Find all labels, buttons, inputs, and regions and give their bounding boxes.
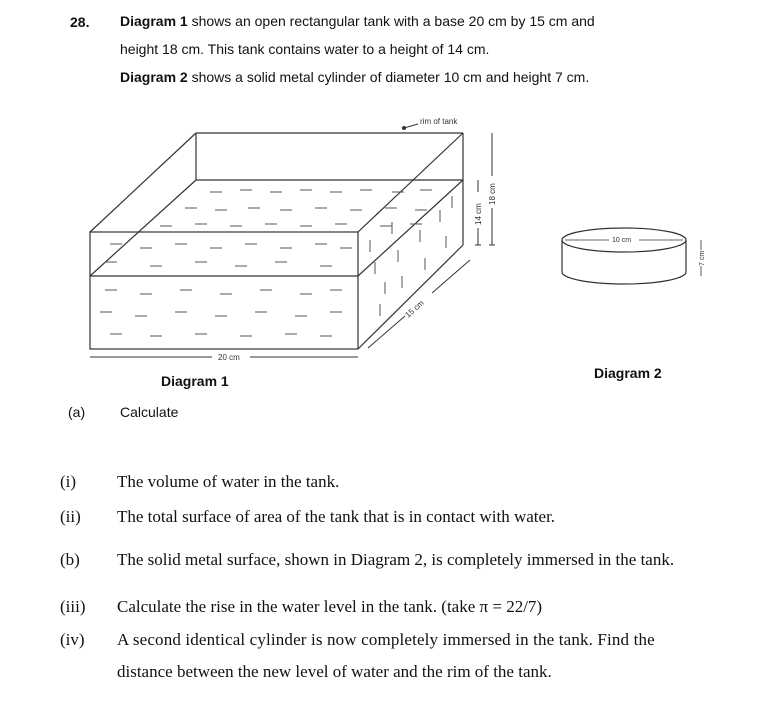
item-label-iii: (iii) [60,597,86,616]
tank-bottom-right-edge [358,245,463,349]
question-number: 28. [70,14,90,30]
water-surface-right-edge [358,180,463,276]
diagram-2-caption: Diagram 2 [594,365,662,381]
rim-label: rim of tank [420,117,458,126]
depth-label: 15 cm [403,298,426,320]
intro-bold-1: Diagram 1 [120,13,188,29]
water-height-label: 14 cm [474,203,483,225]
item-text-ii: The total surface of area of the tank that is in contact with water. [117,507,556,526]
intro-text-3: shows a solid metal cylinder of diameter 10 cm and height 7 cm. [187,69,590,85]
part-a-text: Calculate [120,404,179,420]
diagram-1-caption: Diagram 1 [161,373,229,389]
item-text-i: The volume of water in the tank. [117,472,340,491]
cylinder-bottom-arc [562,272,686,284]
intro-text-2: height 18 cm. This tank contains water to a height of 14 cm. [120,41,490,57]
item-text-iii: Calculate the rise in the water level in the tank. (take π = 22/7) [117,597,543,616]
tank-height-label: 18 cm [488,183,497,205]
rim-pointer-line [404,124,418,128]
depth-dim-line-high [432,260,470,293]
rim-pointer-dot [402,126,406,130]
part-a-label: (a) [68,404,86,420]
diagram-2-cylinder [555,220,705,300]
item-label-ii: (ii) [60,507,81,526]
intro-bold-3: Diagram 2 [120,69,188,85]
tank-left-top-edge [90,133,196,232]
item-label-iv: (iv) [60,630,85,649]
water-hatching [100,190,452,336]
item-label-b: (b) [60,550,80,569]
tank-front-water-face [90,232,358,349]
intro-text-1: shows an open rectangular tank with a base 20 cm by 15 cm and [187,13,595,29]
tank-right-top-edge [358,133,463,232]
item-label-i: (i) [60,472,77,491]
diameter-label: 10 cm [612,237,632,244]
item-text-iv: A second identical cylinder is now completely immersed in the tank. Find the [117,630,655,649]
cyl-height-label: 7 cm [699,250,706,266]
width-label: 20 cm [218,353,240,362]
item-text-b: The solid metal surface, shown in Diagram 2, is completely immersed in the tank. [117,550,675,569]
item-text-iv-cont: distance between the new level of water and the rim of the tank. [117,662,552,681]
